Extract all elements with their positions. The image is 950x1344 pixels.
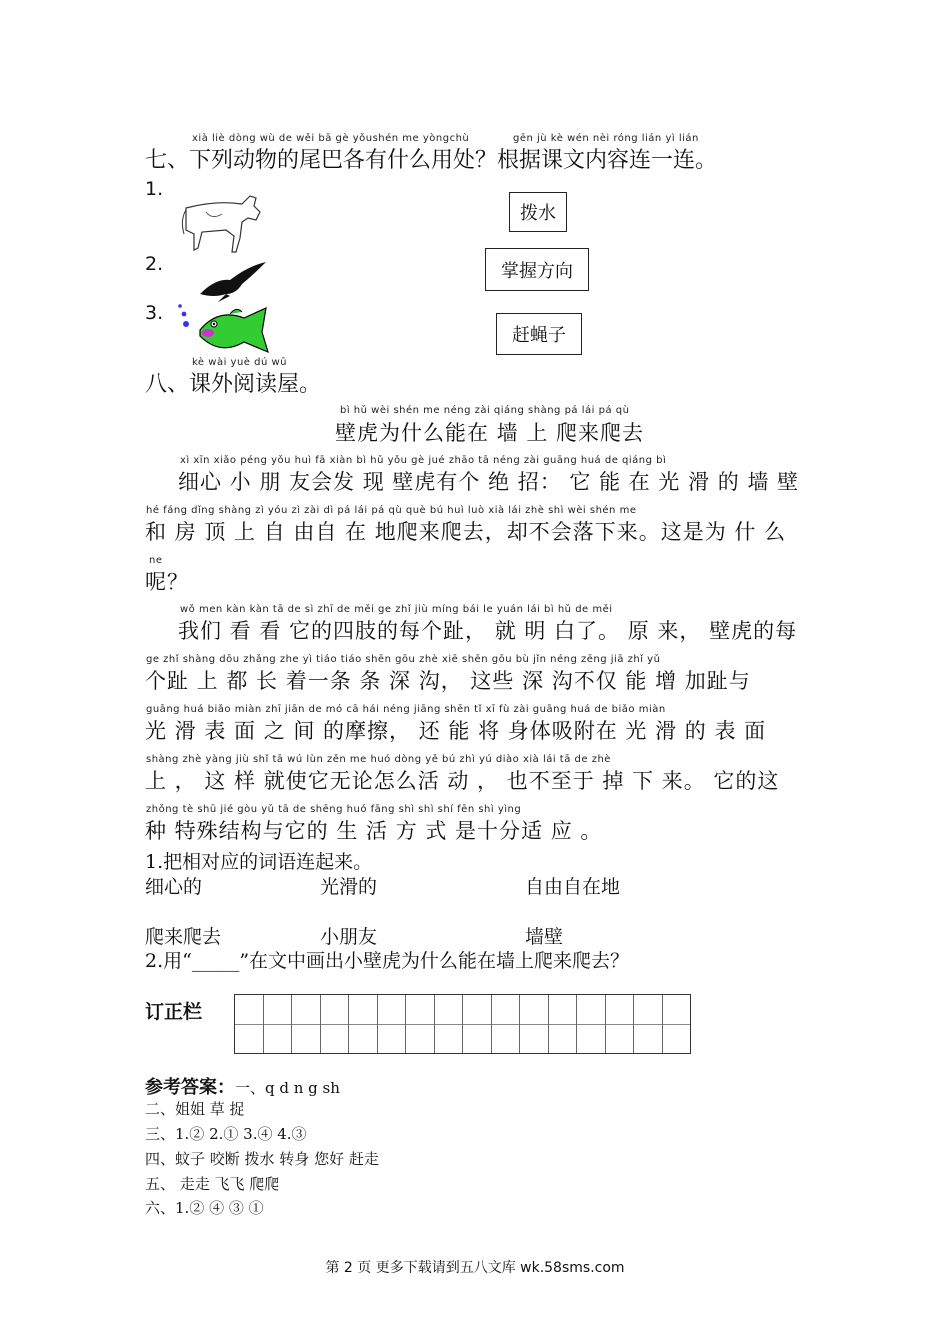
page-footer: 第 2 页 更多下载请到五八文库 wk.58sms.com — [325, 1260, 625, 1276]
item-number-1: 1. — [145, 178, 164, 200]
grid-cell[interactable] — [406, 995, 435, 1053]
answer-6: 六、1.② ④ ③ ① — [145, 1199, 264, 1217]
story-line-4-pinyin: wǒ men kàn kàn tā de sì zhī de měi ge zhǐ jiù míng bái le yuán lái bì hǔ de měi — [180, 604, 613, 615]
answers-header — [145, 1073, 340, 1099]
match-right-1[interactable]: 自由自在地 — [525, 876, 621, 898]
story-line-3-pinyin: ne — [149, 555, 163, 566]
match-mid-2[interactable]: 小朋友 — [320, 926, 378, 948]
correction-grid[interactable] — [234, 994, 691, 1054]
correction-label: 订正栏 — [145, 1001, 203, 1023]
grid-cell[interactable] — [634, 995, 663, 1053]
story-line-2: 和 房 顶 上 自 由自 在 地爬来爬去，却不会落下来。这是为 什 么 — [145, 520, 787, 544]
story-line-5-pinyin: ge zhǐ shàng dōu zhǎng zhe yì tiáo tiáo shēn gōu zhè xiē shēn gōu bù jǐn néng zēng jiā zhǐ yǔ — [146, 654, 661, 665]
answer-4: 四、蚊子 咬断 拨水 转身 您好 赶走 — [145, 1150, 379, 1168]
story-line-6: 光 滑 表 面 之 间 的摩擦， 还 能 将 身体吸附在 光 滑 的 表 面 — [145, 719, 767, 743]
grid-cell[interactable] — [349, 995, 378, 1053]
question-2: 2.用“_____”在文中画出小壁虎为什么能在墙上爬来爬去？ — [145, 950, 630, 972]
story-line-1: 细心 小 朋 友会发 现 壁虎有个 绝 招： 它 能 在 光 滑 的 墙 壁 — [178, 470, 800, 494]
item-number-3: 3. — [145, 302, 164, 324]
option-box-flies[interactable]: 赶蝇子 — [496, 313, 582, 355]
grid-cell[interactable] — [235, 995, 264, 1053]
option-box-steer[interactable]: 掌握方向 — [485, 248, 589, 291]
swallow-image — [196, 258, 270, 302]
grid-cell[interactable] — [292, 995, 321, 1053]
answer-2: 二、姐姐 草 捉 — [145, 1100, 245, 1118]
grid-cell[interactable] — [606, 995, 635, 1053]
item-number-2: 2. — [145, 253, 164, 275]
story-line-4: 我们 看 看 它的四肢的每个趾， 就 明 白了。 原 来， 壁虎的每 — [178, 619, 798, 643]
option-box-paddle[interactable]: 拨水 — [509, 192, 567, 232]
grid-cell[interactable] — [321, 995, 350, 1053]
question-1: 1.把相对应的词语连起来。 — [145, 851, 373, 873]
grid-cell[interactable] — [435, 995, 464, 1053]
section8-pinyin: kè wài yuè dú wū — [192, 357, 287, 368]
section7-pinyin-a: xià liè dòng wù de wěi bā gè yǒushén me yòngchù — [192, 133, 470, 144]
story-line-8: 种 特殊结构与它的 生 活 方 式 是十分适 应 。 — [145, 819, 603, 843]
story-line-6-pinyin: guāng huá biǎo miàn zhī jiān de mó cā hái néng jiāng shēn tǐ xī fù zài guāng huá de biǎo miàn — [146, 704, 666, 715]
match-left-1[interactable]: 细心的 — [145, 876, 203, 898]
grid-cell[interactable] — [378, 995, 407, 1053]
cow-image — [176, 186, 264, 258]
grid-cell[interactable] — [463, 995, 492, 1053]
answers-first: 一、q d n g sh — [235, 1079, 340, 1097]
answer-5: 五、 走走 飞飞 爬爬 — [145, 1175, 280, 1193]
story-line-3: 呢？ — [145, 570, 189, 594]
answers-label: 参考答案： — [145, 1077, 235, 1098]
story-line-2-pinyin: hé fáng dǐng shàng zì yóu zì zài dì pá lái pá qù què bú huì luò xià lái zhè shì wèi shén me — [146, 505, 637, 516]
story-line-5: 个趾 上 都 长 着一条 条 深 沟， 这些 深 沟不仅 能 增 加趾与 — [145, 669, 751, 693]
story-line-7: 上 ， 这 样 就使它无论怎么活 动 ， 也不至于 掉 下 来。 它的这 — [145, 769, 780, 793]
section8-title: 八、课外阅读屋。 — [145, 372, 322, 397]
match-right-2[interactable]: 墙壁 — [525, 926, 564, 948]
story-title-pinyin: bì hǔ wèi shén me néng zài qiáng shàng pá lái pá qù — [340, 405, 630, 416]
answer-3: 三、1.② 2.① 3.④ 4.③ — [145, 1125, 307, 1143]
fish-image — [174, 300, 272, 360]
grid-cell[interactable] — [520, 995, 549, 1053]
grid-cell[interactable] — [663, 995, 691, 1053]
match-left-2[interactable]: 爬来爬去 — [145, 926, 222, 948]
story-title: 壁虎为什么能在 墙 上 爬来爬去 — [335, 421, 645, 445]
section7-pinyin-b: gēn jù kè wén nèi róng lián yì lián — [513, 133, 699, 144]
story-line-1-pinyin: xì xīn xiǎo péng yǒu huì fā xiàn bì hǔ yǒu gè jué zhāo tā néng zài guāng huá de qiáng bì — [180, 455, 667, 466]
story-line-8-pinyin: zhǒng tè shū jié gòu yǔ tā de shēng huó fāng shì shì shí fēn shì yìng — [146, 804, 522, 815]
grid-cell[interactable] — [492, 995, 521, 1053]
grid-cell[interactable] — [264, 995, 293, 1053]
match-mid-1[interactable]: 光滑的 — [320, 876, 378, 898]
story-line-7-pinyin: shàng zhè yàng jiù shǐ tā wú lùn zěn me huó dòng yě bú zhì yú diào xià lái tā de zhè — [146, 754, 611, 765]
section7-title: 七、下列动物的尾巴各有什么用处？根据课文内容连一连。 — [145, 148, 718, 173]
grid-cell[interactable] — [549, 995, 578, 1053]
grid-cell[interactable] — [577, 995, 606, 1053]
